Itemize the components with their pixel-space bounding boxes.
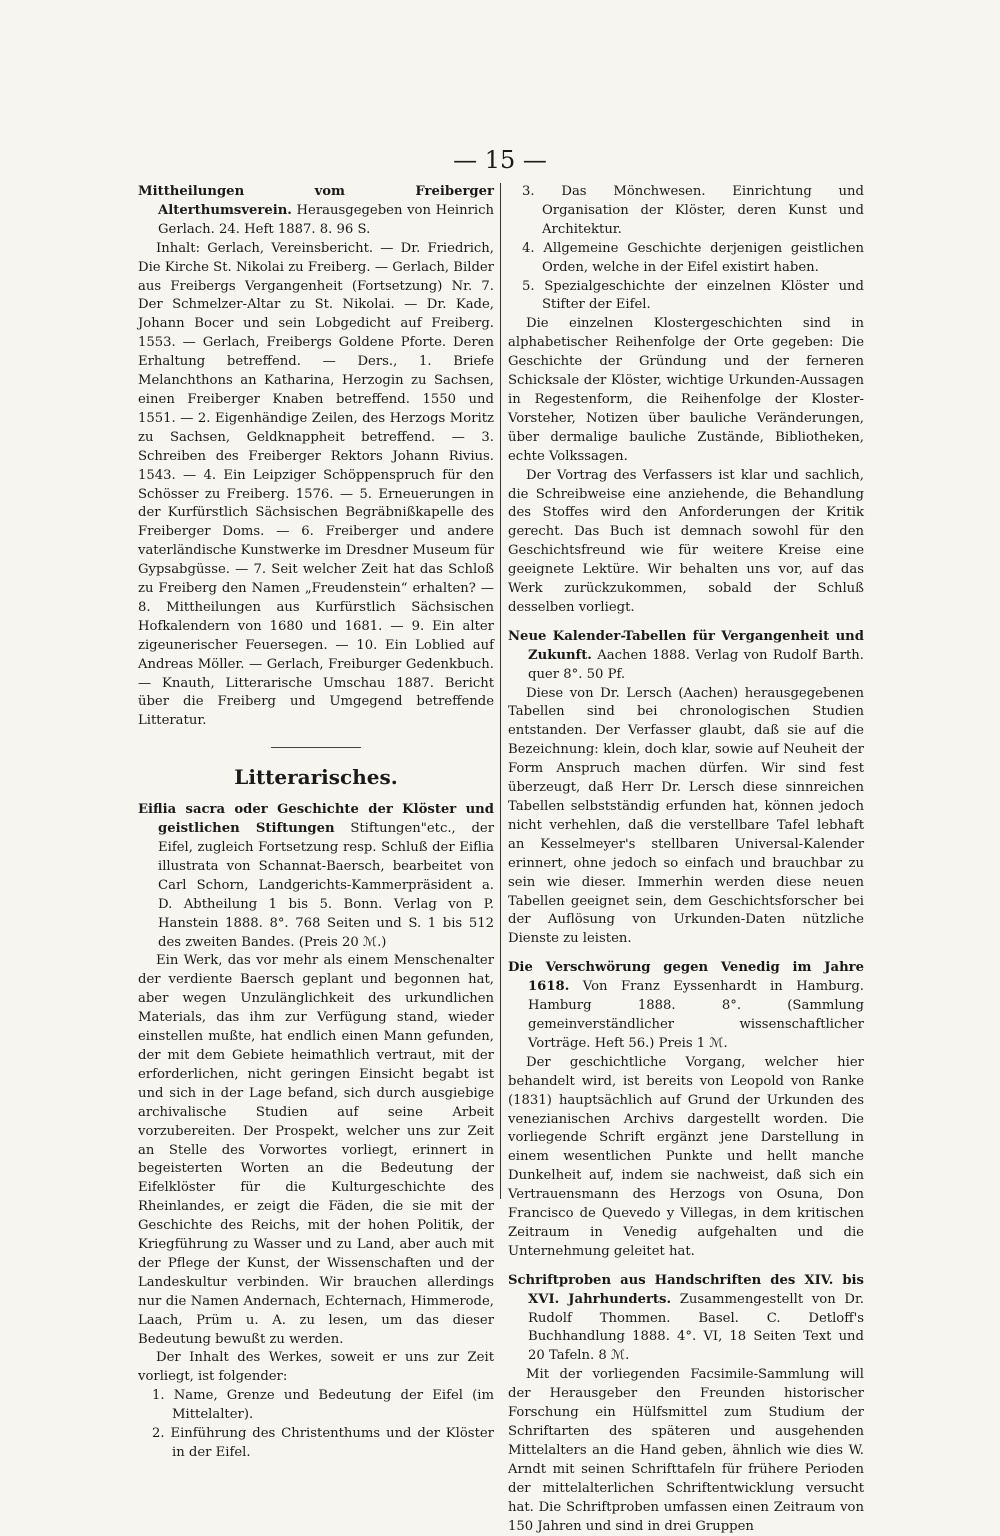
entry-verschwoerung [508,959,864,1054]
entry-publication: Herausgegeben von Heinrich Gerlach. 24. Heft 1887. 8. 96 S. [158,202,494,237]
right-column [508,183,864,1536]
entry-heading: Mittheilungen vom Freiberger Alterthumsverein. [138,184,494,218]
entry-schriftproben [508,1272,864,1367]
list-item: 3. Das Mönchwesen. Einrichtung und Organisation der Klöster, deren Kunst und Architektur. [522,184,864,237]
entry-publication: Aachen 1888. Verlag von Rudolf Barth. quer 8°. 50 Pf. [528,647,864,682]
page-number: — 15 — [453,146,547,174]
entry-contents: Inhalt: Gerlach, Vereinsbericht. — Dr. Friedrich, Die Kirche St. Nikolai zu Freiberg. — Gerlach, Bilder aus Freibergs Vergangenheit (Fortsetzung) Nr. 7. Der Schmelzer-Altar zu St. Nikolai. — Dr. Kade, Johann Bocer und sein Lobgedicht auf Freiberg. 1553. — Gerlach, Freibergs Goldene Pforte. Deren Erhaltung betreffend. — Ders., 1. Briefe Melanchthons an Katharina, Herzogin zu Sachsen, einen Freiberger Knaben betreffend. 1550 und 1551. — 2. Eigenhändige Zeilen, des Herzogs Moritz zu Sachsen, Geldknappheit betreffend. — 3. Schreiben des Freiberger Rektors Johann Rivius. 1543. — 4. Ein Leipziger Schöppenspruch für den Schösser zu Freiberg. 1576. — 5. Erneuerungen in der Kurfürstlich Sächsischen Begräbnißkapelle des Freiberger Doms. — 6. Freiberger und andere vaterländische Kunstwerke im Dresdner Museum für Gypsabgüsse. — 7. Seit welcher Zeit hat das Schloß zu Freiberg den Namen „Freudenstein“ erhalten? — 8. Mittheilungen aus Kurfürstlich Sächsischen Hofkalendern von 1680 und 1681. — 9. Ein alter zigeunerischer Feuersegen. — 10. Ein Loblied auf Andreas Möller. — Gerlach, Freiburger Gedenkbuch. — Knauth, Litterarische Umschau 1887. Bericht über die Freiberg und Umgegend betreffende Litteratur. [138,240,494,729]
left-column [138,183,494,1463]
entry-publication: Stiftungen"etc., der Eifel, zugleich Fortsetzung resp. Schluß der Eiflia illustrata von Schannat-Baersch, bearbeitet von Carl Schorn, Landgerichts-Kammerpräsident a. D. Abtheilung 1 bis 5. Bonn. Verlag von P. Hanstein 1888. 8°. 768 Seiten und S. 1 bis 512 des zweiten Bandes. (Preis 20 ℳ.) [158,821,494,950]
separator-rule [271,747,361,748]
entry-heading: Neue Kalender-Tabellen für Vergangenheit und Zukunft. [508,628,864,663]
review-paragraph: Diese von Dr. Lersch (Aachen) herausgegebenen Tabellen sind bei chronologischen Studien entstanden. Der Verfasser glaubt, daß sie auf die Bezeichnung: klein, doch klar, sowie auf Neuheit der Form Anspruch machen dürfen. Wir sind fest überzeugt, daß Herr Dr. Lersch diese sinnreichen Tabellen selbstständig erfunden hat, können jedoch nicht verhehlen, daß die verstellbare Tafel lebhaft an Kesselmeyer's stellbaren Universal-Kalender erinnert, ohne jedoch so einfach und brauchbar zu sein wie dieser. Immerhin werden diese neuen Tabellen geeignet sein, dem Geschichtsforscher bei der Auflösung von Urkunden-Daten nützliche Dienste zu leisten. [508,685,864,947]
review-paragraph: Die einzelnen Klostergeschichten sind in alphabetischer Reihenfolge der Orte gegeben: Die Geschichte der Gründung und der ferneren Schicksale der Klöster, wichtige Urkunden-Aussagen in Regestenform, die Reihenfolge der Kloster-Vorsteher, Notizen über bauliche Veränderungen, über dermalige bauliche Zustände, Bibliotheken, echte Volkssagen. [508,316,864,464]
entry-heading: Eiflia sacra oder Geschichte der Klöster und geistlichen Stiftungen [138,802,494,837]
entry-publication: Zusammengestellt von Dr. Rudolf Thommen. Basel. C. Detloff's Buchhandlung 1888. 4°. VI, 18 Seiten Text und 20 Tafeln. 8 ℳ. [528,1291,864,1364]
entry-publication: Von Franz Eyssenhardt in Hamburg. Hamburg 1888. 8°. (Sammlung gemeinverständlicher wissenschaftlicher Vorträge. Heft 56.) Preis 1 ℳ. [528,979,864,1051]
review-paragraph: Der Inhalt des Werkes, soweit er uns zur Zeit vorliegt, ist folgender: [138,1350,494,1385]
review-paragraph: Der geschichtliche Vorgang, welcher hier behandelt wird, ist bereits von Leopold von Ranke (1831) hauptsächlich auf Grund der Urkunden des venezianischen Archivs dargestellt worden. Die vorliegende Schrift ergänzt jene Darstellung in einem wesentlichen Punkte und hellt manche Dunkelheit auf, indem sie nachweist, daß sich ein Vertrauensmann des Herzogs von Osuna, Don Francisco de Quevedo y Villegas, in dem kritischen Zeitraum in Venedig aufgehalten und die Unternehmung geleitet hat. [508,1054,864,1259]
list-item: 1. Name, Grenze und Bedeutung der Eifel (im Mittelalter). [152,1388,494,1423]
entry-heading: Schriftproben aus Handschriften des XIV. bis XVI. Jahrhunderts. [508,1272,864,1307]
entry-eiflia [138,801,494,952]
entry-kalender-tabellen [508,628,864,685]
list-item: 5. Spezialgeschichte der einzelnen Klöster und Stifter der Eifel. [522,278,864,313]
review-paragraph: Ein Werk, das vor mehr als einem Menschenalter der verdiente Baersch geplant und begonnen hat, aber wegen Unzulänglichkeit des urkundlichen Materials, das ihm zur Verfügung stand, wieder einstellen mußte, hat endlich einen Mann gefunden, der mit dem Gebiete heimathlich vertraut, mit der erforderlichen, nicht geringen Einsicht begabt ist und sich in der Lage befand, sich durch ausgiebige archivalische Studien auf seine Arbeit vorzubereiten. Der Prospekt, welcher uns zur Zeit an Stelle des Vorwortes vorliegt, erinnert in begeisterten Worten an die Bedeutung der Eifelklöster für die Kulturgeschichte des Rheinlandes, er zeigt die Fäden, die sie mit der Geschichte des Reichs, mit der hohen Politik, der Kriegführung zu Wasser und zu Land, aber auch mit der Pflege der Kunst, der Wissenschaften und der Landeskultur verbinden. Wir brauchen allerdings nur die Namen Andernach, Echternach, Himmerode, Laach, Prüm u. A. zu lesen, um das dieser Bedeutung bewußt zu werden. [138,953,494,1347]
entry-heading: Die Verschwörung gegen Venedig im Jahre 1618. [508,960,864,995]
review-paragraph: Der Vortrag des Verfassers ist klar und sachlich, die Schreibweise eine anziehende, die Behandlung des Stoffes wird den Anforderungen der Kritik gerecht. Das Buch ist demnach sowohl für den Geschichtsfreund wie für weitere Kreise eine geeignete Lektüre. Wir behalten uns vor, auf das Werk zurückzukommen, sobald der Schluß desselben vorliegt. [508,467,864,615]
list-item: 4. Allgemeine Geschichte derjenigen geistlichen Orden, welche in der Eifel existirt haben. [522,240,864,275]
entry-freiberg [138,183,494,240]
review-paragraph: Mit der vorliegenden Facsimile-Sammlung will der Herausgeber den Freunden historischer Forschung ein Hülfsmittel zum Studium der Schriftarten des späteren und ausgehenden Mittelalters an die Hand geben, ähnlich wie dies W. Arndt mit seinen Schrifttafeln für frühere Perioden der mittelalterlichen Schriftentwicklung versucht hat. Die Schriftproben umfassen einen Zeitraum von 150 Jahren und sind in drei Gruppen [508,1367,864,1534]
section-title: Litterarisches. [234,765,398,790]
column-divider [500,183,501,1199]
list-item: 2. Einführung des Christenthums und der Klöster in der Eifel. [152,1426,494,1460]
